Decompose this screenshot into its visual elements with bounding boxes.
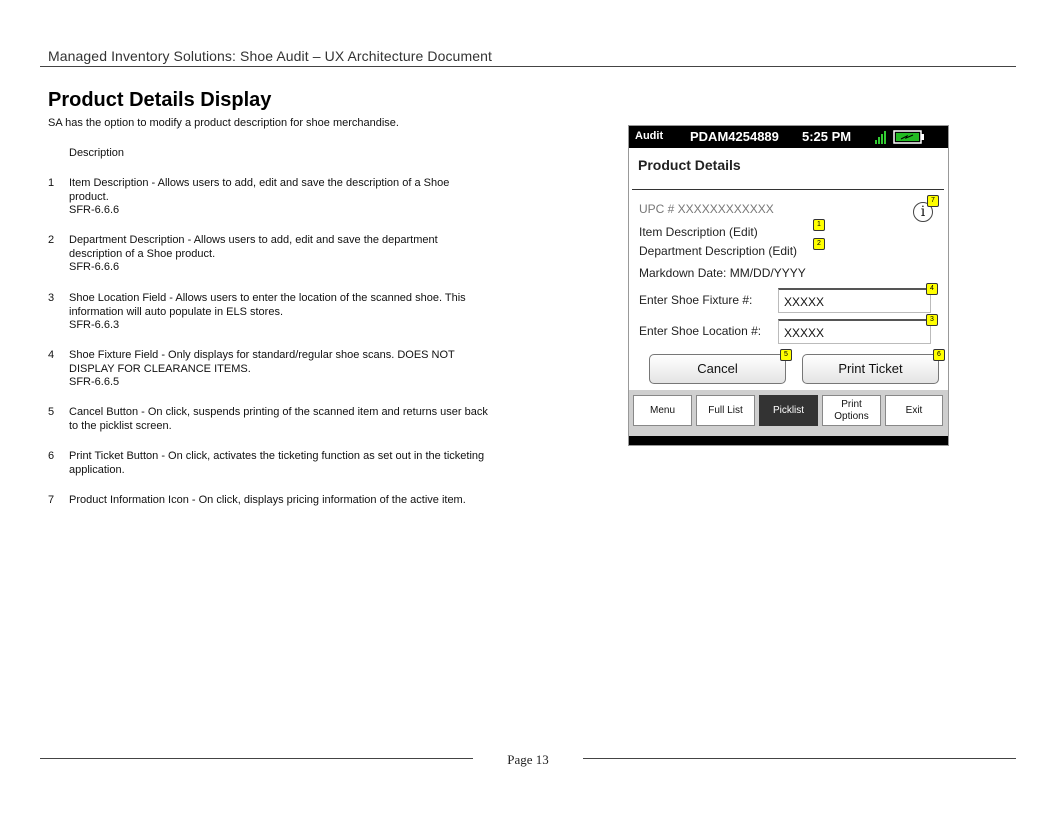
info-icon[interactable]: i <box>913 202 933 222</box>
list-item-line: DISPLAY FOR CLEARANCE ITEMS. <box>69 362 251 375</box>
list-item-number: 3 <box>48 292 55 304</box>
department-description-edit-link[interactable]: Department Description (Edit) <box>639 244 798 258</box>
nav-print-options-line1: Print <box>841 398 862 410</box>
device-bottom-bar <box>629 436 948 445</box>
list-item-line: to the picklist screen. <box>69 419 172 432</box>
list-item-line: Product Information Icon - On click, displays pricing information of the active item. <box>69 494 466 506</box>
list-item <box>48 406 538 433</box>
cancel-button[interactable]: Cancel <box>649 354 786 384</box>
fixture-input[interactable]: XXXXX <box>778 288 931 313</box>
callout-badge: 6 <box>933 349 945 361</box>
intro-text: SA has the option to modify a product description for shoe merchandise. <box>48 117 399 129</box>
nav-full-list-button[interactable]: Full List <box>696 395 755 426</box>
list-item <box>48 177 538 218</box>
document-header: Managed Inventory Solutions: Shoe Audit – UX Architecture Document <box>48 48 492 64</box>
list-item-line: Cancel Button - On click, suspends printing of the scanned item and returns user back <box>69 406 488 418</box>
screen-title: Product Details <box>638 157 741 173</box>
list-item-line: product. <box>69 190 109 203</box>
list-item-line: Print Ticket Button - On click, activates the ticketing function as set out in the ticketing <box>69 450 485 462</box>
nav-picklist-button[interactable]: Picklist <box>759 395 818 426</box>
list-item <box>48 234 538 275</box>
list-item-line: application. <box>69 463 125 476</box>
print-ticket-button[interactable]: Print Ticket <box>802 354 939 384</box>
nav-menu-button[interactable]: Menu <box>633 395 692 426</box>
list-item-number: 7 <box>48 494 55 506</box>
header-divider <box>40 66 1016 67</box>
list-item-number: 1 <box>48 177 55 189</box>
location-label: Enter Shoe Location #: <box>639 324 762 338</box>
device-mockup <box>628 125 949 446</box>
callout-badge: 4 <box>926 283 938 295</box>
list-item-line: Department Description - Allows users to add, edit and save the department <box>69 234 438 246</box>
location-input[interactable]: XXXXX <box>778 319 931 344</box>
list-item <box>48 450 538 477</box>
page-number: Page 13 <box>507 752 549 767</box>
list-item-line: SFR-6.6.6 <box>69 204 120 216</box>
status-time: 5:25 PM <box>802 129 852 144</box>
list-item-line: information will auto populate in ELS stores. <box>69 305 284 318</box>
signal-icon <box>875 130 889 144</box>
list-item-line: Shoe Fixture Field - Only displays for standard/regular shoe scans. DOES NOT <box>69 349 455 361</box>
callout-badge: 3 <box>926 314 938 326</box>
list-item <box>48 349 538 390</box>
footer-divider-right <box>583 758 1016 759</box>
list-item-line: description of a Shoe product. <box>69 247 216 260</box>
callout-badge: 2 <box>813 238 825 250</box>
nav-print-options-button[interactable] <box>822 395 881 426</box>
callout-badge: 1 <box>813 219 825 231</box>
status-device-id: PDAM4254889 <box>690 129 779 144</box>
description-heading: Description <box>69 147 125 159</box>
list-item-line: SFR-6.6.3 <box>69 319 120 331</box>
footer-divider-left <box>40 758 473 759</box>
list-item-line: Shoe Location Field - Allows users to enter the location of the scanned shoe. This <box>69 292 466 304</box>
status-app-name: Audit <box>635 130 664 142</box>
item-description-edit-link[interactable]: Item Description (Edit) <box>639 225 758 239</box>
list-item-number: 4 <box>48 349 55 361</box>
callout-badge: 5 <box>780 349 792 361</box>
list-item-line: SFR-6.6.5 <box>69 376 120 388</box>
nav-print-options-line2: Options <box>834 410 869 422</box>
list-item-line: Item Description - Allows users to add, edit and save the description of a Shoe <box>69 177 450 189</box>
list-item <box>48 494 538 508</box>
fixture-label: Enter Shoe Fixture #: <box>639 293 753 307</box>
list-item-number: 6 <box>48 450 55 462</box>
upc-label: UPC # XXXXXXXXXXXX <box>639 202 774 216</box>
markdown-date: Markdown Date: MM/DD/YYYY <box>639 266 806 280</box>
status-bar <box>629 126 948 148</box>
list-item <box>48 292 538 333</box>
list-item-number: 2 <box>48 234 55 246</box>
list-item-line: SFR-6.6.6 <box>69 261 120 273</box>
callout-badge: 7 <box>927 195 939 207</box>
screen-divider <box>632 189 944 190</box>
list-item-number: 5 <box>48 406 55 418</box>
bottom-nav <box>629 390 948 436</box>
page-title: Product Details Display <box>48 89 272 111</box>
battery-icon <box>893 130 925 144</box>
nav-exit-button[interactable]: Exit <box>885 395 943 426</box>
